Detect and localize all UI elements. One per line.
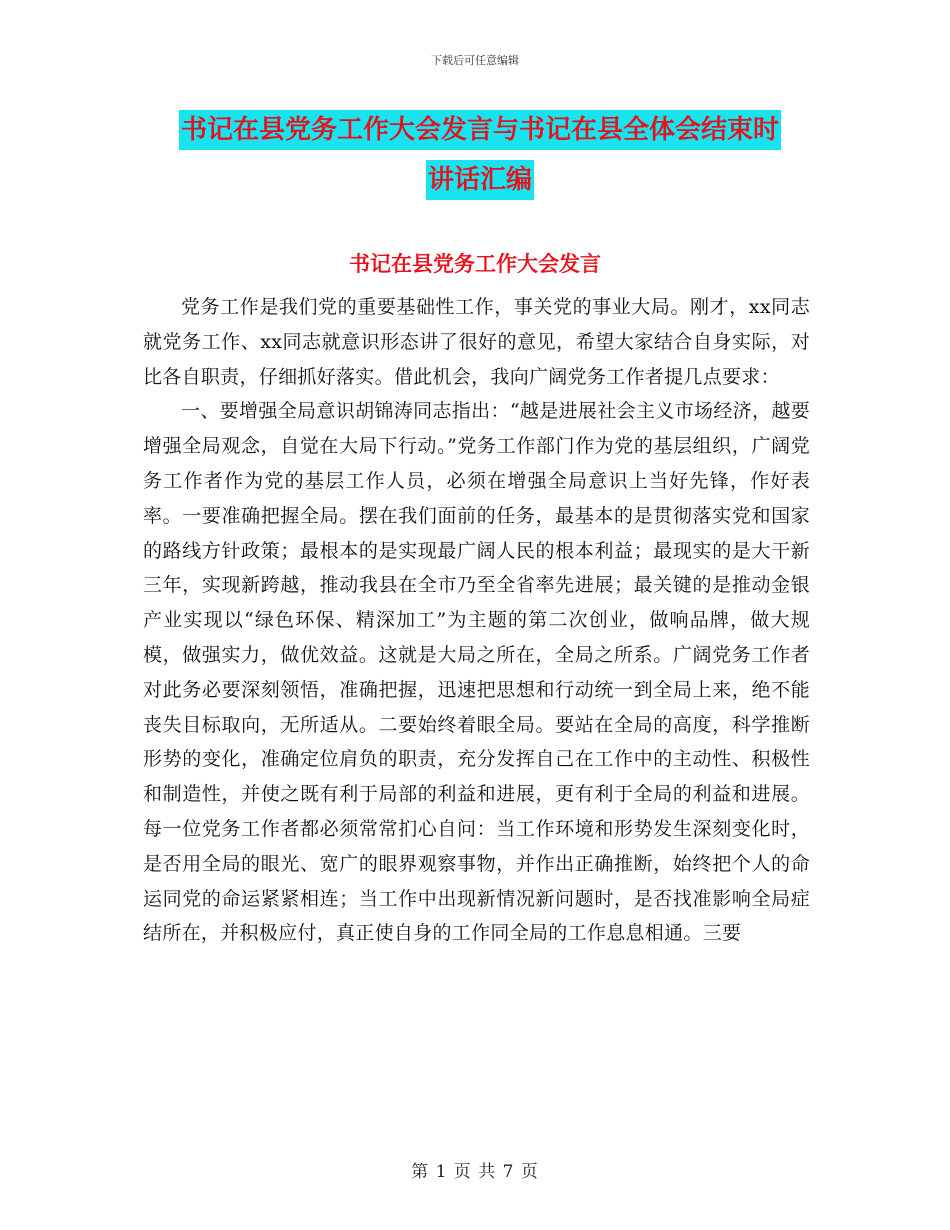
paragraph-section-1: 一、要增强全局意识胡锦涛同志指出：“越是进展社会主义市场经济，越要增强全局观念，自觉在大局下行动。”党务工作部门作为党的基层组织，广阔党务工作者作为党的基层工作人员，必须在增强全局意识上当好先锋，作好表率。一要准确把握全局。摆在我们面前的任务，最基本的是贯彻落实党和国家的路线方针政策；最根本的是实现最广阔人民的根本利益；最现实的是大干新三年，实现新跨越，推动我县在全市乃至全省率先进展；最关键的是推动金银产业实现以“绿色环保、精深加工”为主题的第二次创业，做响品牌，做大规模，做强实力，做优效益。这就是大局之所在，全局之所系。广阔党务工作者对此务必要深刻领悟，准确把握，迅速把思想和行动统一到全局上来，绝不能丧失目标取向，无所适从。二要始终着眼全局。要站在全局的高度，科学推断形势的变化，准确定位肩负的职责，充分发挥自己在工作中的主动性、积极性和制造性，并使之既有利于局部的利益和进展，更有利于全局的利益和进展。每一位党务工作者都必须常常扪心自问：当工作环境和形势发生深刻变化时，是否用全局的眼光、宽广的眼界观察事物，并作出正确推断，始终把个人的命运同党的命运紧紧相连；当工作中出现新情况新问题时，是否找准影响全局症结所在，并积极应付，真正使自身的工作同全局的工作息息相通。三要 (143, 400, 810, 945)
document-title (150, 110, 810, 208)
paragraph-intro: 党务工作是我们党的重要基础性工作，事关党的事业大局。刚才，xx同志就党务工作、xx同志就意识形态讲了很好的意见，希望大家结合自身实际，对比各自职责，仔细抓好落实。借此机会，我向广阔党务工作者提几点要求： (143, 296, 810, 388)
page-indicator: 第 1 页 共 7 页 (411, 1162, 539, 1182)
section-heading: 书记在县党务工作大会发言 (349, 251, 601, 276)
title-line-1: 书记在县党务工作大会发言与书记在县全体会结束时 (179, 110, 781, 150)
document-body (143, 290, 810, 951)
header-note: 下载后可任意编辑 (431, 54, 519, 67)
title-line-2: 讲话汇编 (426, 160, 534, 200)
